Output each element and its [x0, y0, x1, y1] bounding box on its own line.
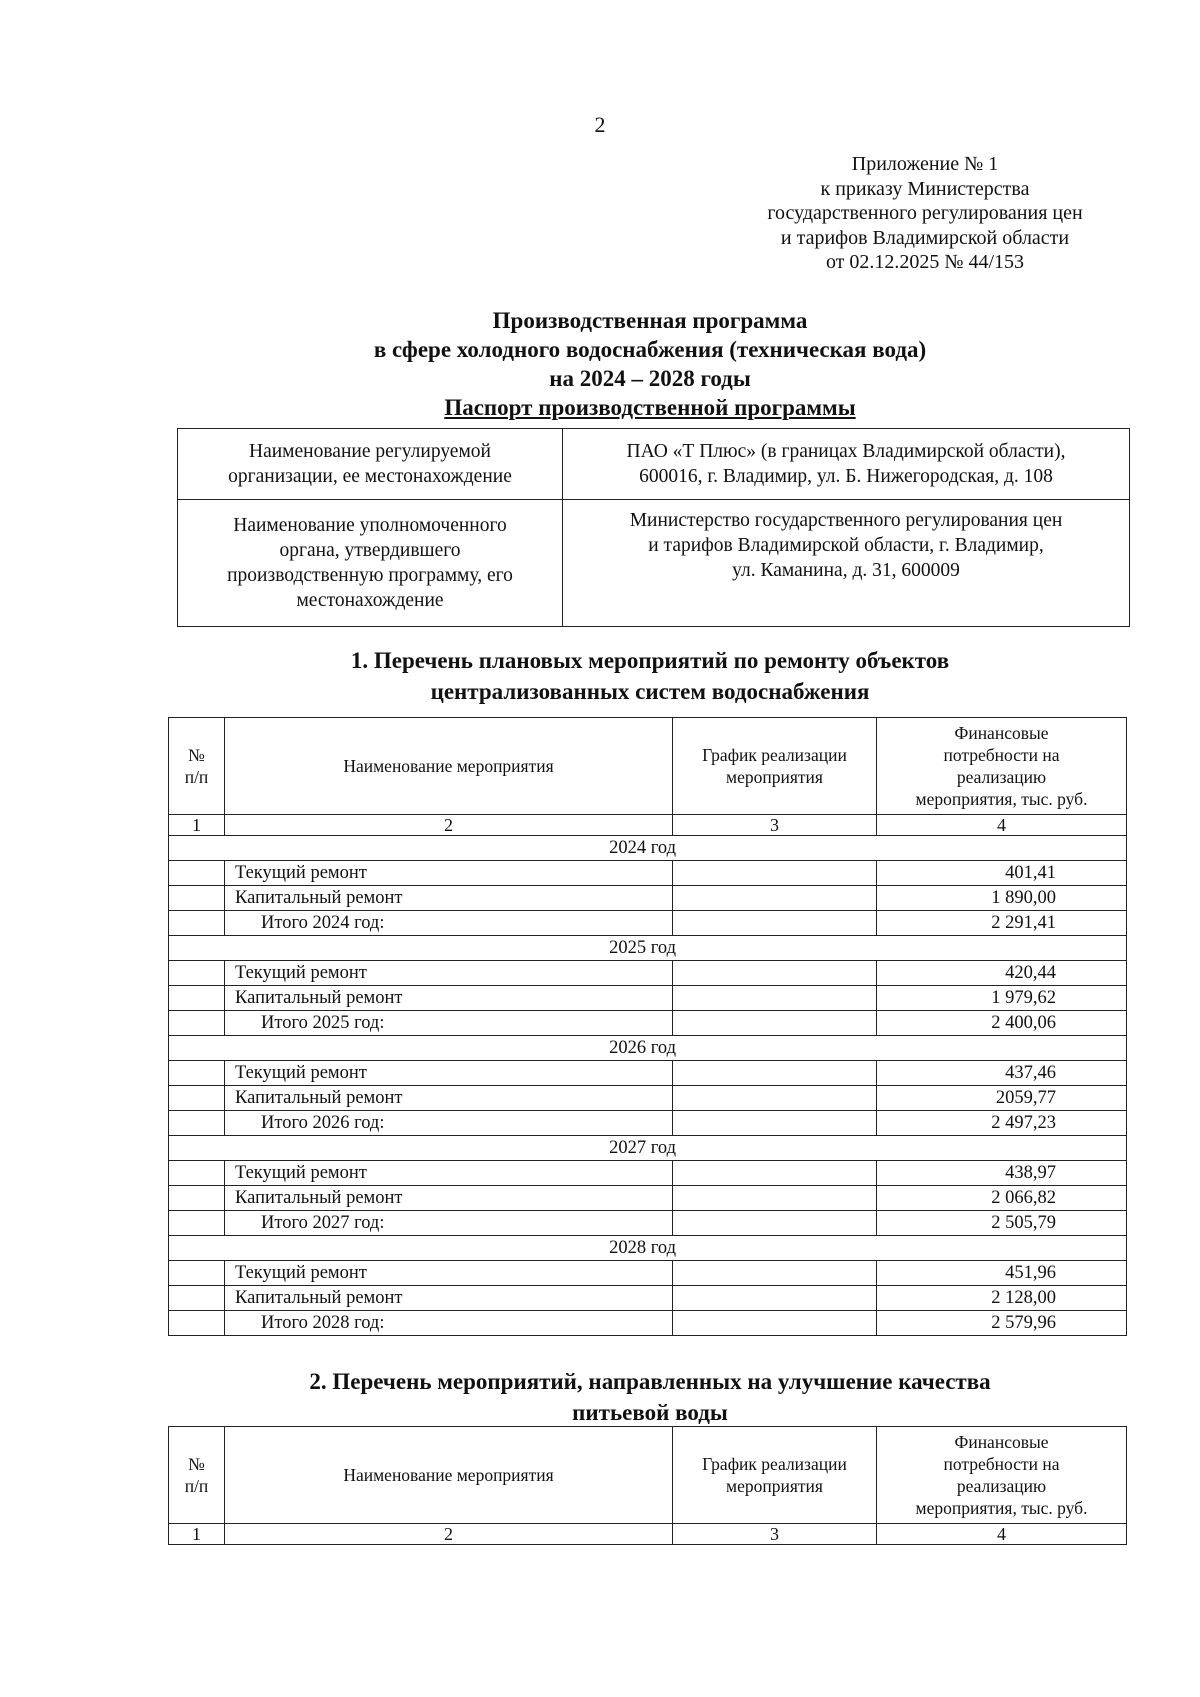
cell-schedule — [673, 861, 877, 886]
year-row — [169, 1036, 1127, 1061]
year-label: 2025 год — [169, 936, 1127, 961]
total-name: Итого 2027 год: — [225, 1211, 673, 1236]
section-heading-line: 1. Перечень плановых мероприятий по ремонту объектов — [350, 648, 950, 673]
column-number: 1 — [169, 815, 225, 836]
passport-label-line: организации, ее местонахождение — [228, 466, 512, 487]
column-number: 1 — [169, 1524, 225, 1545]
passport-value — [563, 500, 1130, 627]
column-number: 2 — [225, 815, 673, 836]
column-number: 3 — [673, 1524, 877, 1545]
appendix-line: к приказу Министерства — [820, 177, 1030, 200]
total-name: Итого 2024 год: — [225, 911, 673, 936]
passport-label-line: местонахождение — [296, 590, 444, 611]
column-number: 3 — [673, 815, 877, 836]
item-amount: 2 066,82 — [877, 1186, 1127, 1211]
header-line: График реализации — [702, 745, 847, 765]
column-number-row — [169, 815, 1127, 836]
total-amount: 2 497,23 — [877, 1111, 1127, 1136]
cell-number — [169, 1086, 225, 1111]
header-line: потребности на — [943, 745, 1060, 765]
year-label: 2024 год — [169, 836, 1127, 861]
title-line: Производственная программа — [492, 308, 808, 333]
item-amount: 401,41 — [877, 861, 1127, 886]
item-amount: 1 890,00 — [877, 886, 1127, 911]
passport-label-line: Наименование уполномоченного — [233, 515, 507, 536]
header-line: Финансовые — [954, 723, 1049, 743]
item-name: Текущий ремонт — [225, 961, 673, 986]
cell-number — [169, 911, 225, 936]
cell-schedule — [673, 886, 877, 911]
cell-schedule — [673, 1086, 877, 1111]
passport-label — [178, 429, 563, 500]
cell-number — [169, 961, 225, 986]
item-name: Капитальный ремонт — [225, 1086, 673, 1111]
item-name: Капитальный ремонт — [225, 1186, 673, 1211]
title-line: в сфере холодного водоснабжения (техническая вода) — [373, 337, 927, 362]
total-name: Итого 2028 год: — [225, 1311, 673, 1336]
item-name: Капитальный ремонт — [225, 986, 673, 1011]
cell-number — [169, 1261, 225, 1286]
header-name: Наименование мероприятия — [225, 1427, 673, 1524]
header-line: п/п — [184, 1476, 209, 1496]
cell-schedule — [673, 1061, 877, 1086]
table-row — [169, 1161, 1127, 1186]
column-number: 4 — [877, 815, 1127, 836]
total-row — [169, 1011, 1127, 1036]
section-2-heading — [160, 1366, 1140, 1428]
table-header-row — [169, 718, 1127, 815]
cell-schedule — [673, 1261, 877, 1286]
cell-number — [169, 986, 225, 1011]
header-schedule — [673, 718, 877, 815]
passport-label — [178, 500, 563, 627]
item-name: Текущий ремонт — [225, 1261, 673, 1286]
title-line: на 2024 – 2028 годы — [549, 366, 751, 391]
header-schedule — [673, 1427, 877, 1524]
cell-number — [169, 1161, 225, 1186]
total-name: Итого 2025 год: — [225, 1011, 673, 1036]
item-name: Текущий ремонт — [225, 1161, 673, 1186]
header-number — [169, 1427, 225, 1524]
item-name: Капитальный ремонт — [225, 1286, 673, 1311]
section-1-heading — [160, 645, 1140, 707]
appendix-line: и тарифов Владимирской области — [780, 226, 1070, 249]
cell-schedule — [673, 1186, 877, 1211]
passport-row — [178, 500, 1130, 627]
table-header-row — [169, 1427, 1127, 1524]
total-row — [169, 1311, 1127, 1336]
year-label: 2026 год — [169, 1036, 1127, 1061]
table-row — [169, 1186, 1127, 1211]
cell-number — [169, 861, 225, 886]
appendix-line: государственного регулирования цен — [767, 202, 1083, 224]
table-row — [169, 1061, 1127, 1086]
table-row — [169, 861, 1127, 886]
header-financing — [877, 1427, 1127, 1524]
section-heading-line: питьевой воды — [572, 1400, 728, 1425]
table-row — [169, 1086, 1127, 1111]
passport-value — [563, 429, 1130, 500]
total-amount: 2 579,96 — [877, 1311, 1127, 1336]
year-label: 2027 год — [169, 1136, 1127, 1161]
cell-number — [169, 886, 225, 911]
header-financing — [877, 718, 1127, 815]
passport-label-line: органа, утвердившего — [279, 540, 461, 561]
passport-row — [178, 429, 1130, 500]
total-amount: 2 505,79 — [877, 1211, 1127, 1236]
cell-number — [169, 1111, 225, 1136]
column-number: 2 — [225, 1524, 673, 1545]
item-name: Текущий ремонт — [225, 1061, 673, 1086]
item-amount: 438,97 — [877, 1161, 1127, 1186]
year-row — [169, 1136, 1127, 1161]
water-quality-table — [168, 1426, 1127, 1545]
header-line: № — [188, 1454, 205, 1474]
passport-table — [177, 428, 1130, 627]
header-line: мероприятия, тыс. руб. — [915, 789, 1088, 809]
cell-number — [169, 1011, 225, 1036]
header-line: потребности на — [943, 1454, 1060, 1474]
passport-label-line: Наименование регулируемой — [249, 441, 491, 462]
passport-value-line: 600016, г. Владимир, ул. Б. Нижегородская, д. 108 — [639, 466, 1053, 487]
column-number: 4 — [877, 1524, 1127, 1545]
section-heading-line: 2. Перечень мероприятий, направленных на улучшение качества — [309, 1369, 991, 1394]
cell-schedule — [673, 1161, 877, 1186]
item-name: Капитальный ремонт — [225, 886, 673, 911]
document-title — [160, 306, 1140, 422]
passport-label-line: производственную программу, его — [227, 565, 513, 586]
passport-value-line: ул. Каманина, д. 31, 600009 — [732, 560, 960, 581]
passport-value-line: и тарифов Владимирской области, г. Владимир, — [648, 535, 1044, 556]
appendix-line: от 02.12.2025 № 44/153 — [825, 251, 1025, 273]
cell-schedule — [673, 1211, 877, 1236]
page-number: 2 — [594, 112, 606, 137]
cell-schedule — [673, 1286, 877, 1311]
total-row — [169, 1111, 1127, 1136]
section-heading-line: централизованных систем водоснабжения — [430, 679, 870, 704]
item-amount: 2059,77 — [877, 1086, 1127, 1111]
header-line: п/п — [184, 767, 209, 787]
header-line: мероприятия — [726, 1476, 823, 1496]
header-name: Наименование мероприятия — [225, 718, 673, 815]
table-row — [169, 961, 1127, 986]
header-number — [169, 718, 225, 815]
header-line: реализацию — [956, 1476, 1047, 1496]
cell-number — [169, 1286, 225, 1311]
total-name: Итого 2026 год: — [225, 1111, 673, 1136]
header-line: График реализации — [702, 1454, 847, 1474]
cell-schedule — [673, 1011, 877, 1036]
column-number-row — [169, 1524, 1127, 1545]
header-line: реализацию — [956, 767, 1047, 787]
header-line: № — [188, 745, 205, 765]
cell-schedule — [673, 961, 877, 986]
item-amount: 2 128,00 — [877, 1286, 1127, 1311]
cell-number — [169, 1061, 225, 1086]
cell-schedule — [673, 1311, 877, 1336]
cell-number — [169, 1211, 225, 1236]
year-row — [169, 836, 1127, 861]
passport-value-line: Министерство государственного регулирования цен — [629, 510, 1063, 531]
year-label: 2028 год — [169, 1236, 1127, 1261]
header-line: Финансовые — [954, 1432, 1049, 1452]
item-amount: 420,44 — [877, 961, 1127, 986]
cell-number — [169, 1186, 225, 1211]
total-row — [169, 911, 1127, 936]
passport-value-line: ПАО «Т Плюс» (в границах Владимирской области), — [626, 441, 1066, 462]
repair-plan-table — [168, 717, 1127, 1336]
year-row — [169, 936, 1127, 961]
table-row — [169, 1261, 1127, 1286]
appendix-line: Приложение № 1 — [851, 153, 999, 175]
total-amount: 2 400,06 — [877, 1011, 1127, 1036]
cell-schedule — [673, 986, 877, 1011]
item-amount: 437,46 — [877, 1061, 1127, 1086]
header-line: мероприятия — [726, 767, 823, 787]
item-amount: 451,96 — [877, 1261, 1127, 1286]
table-row — [169, 1286, 1127, 1311]
appendix-block — [730, 152, 1120, 275]
year-row — [169, 1236, 1127, 1261]
passport-title: Паспорт производственной программы — [444, 395, 856, 420]
table-row — [169, 886, 1127, 911]
total-amount: 2 291,41 — [877, 911, 1127, 936]
cell-schedule — [673, 1111, 877, 1136]
header-line: мероприятия, тыс. руб. — [915, 1498, 1088, 1518]
cell-number — [169, 1311, 225, 1336]
item-name: Текущий ремонт — [225, 861, 673, 886]
cell-schedule — [673, 911, 877, 936]
table-row — [169, 986, 1127, 1011]
item-amount: 1 979,62 — [877, 986, 1127, 1011]
total-row — [169, 1211, 1127, 1236]
